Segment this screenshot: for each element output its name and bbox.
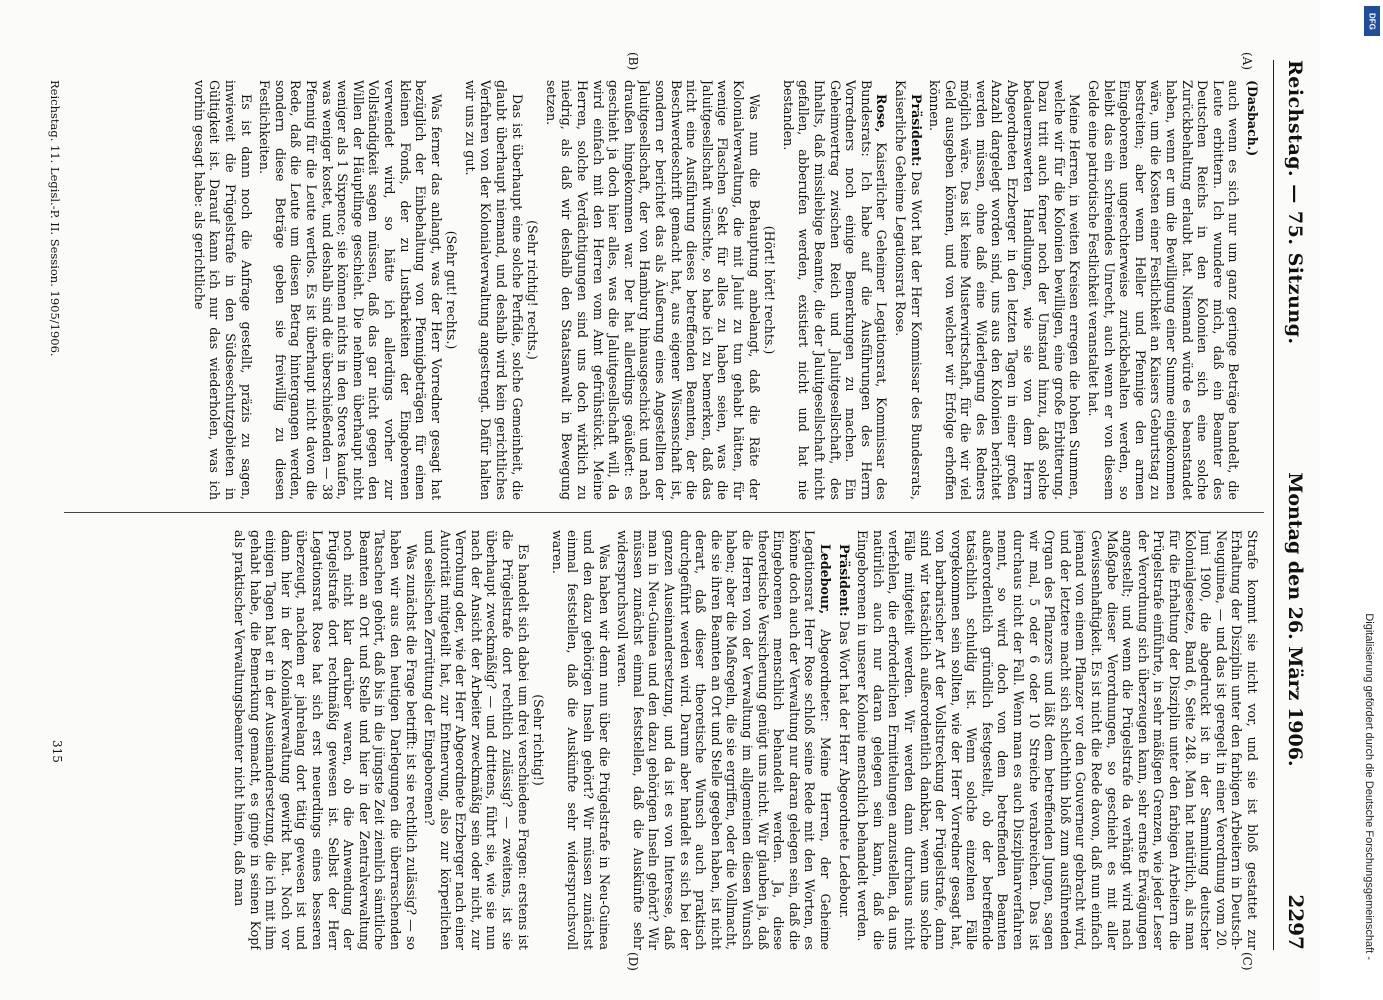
paragraph: Was nun die Behauptung anbelangt, daß die Räte der Kolonialverwaltung, die mit Jaluit zu tun gehabt hätten, für wenige Flaschen Sekt für alles zu haben seien, was die Jaluitgesellschaft wünschte, so habe ich zu bemerken, daß das nicht eine Ausführung dieses betreffenden Beamten, der die Beschwerdeschrift gemacht hat, aus eigener Wissenschaft ist, sondern er berichtet das als Äußerung eines Angestellten der Jaluitgesellschaft, der von Hamburg hinausgeschickt und nach draußen hingekommen war. Der hat allerdings geäußert: es geschieht ja doch hier alles, was die Jaluitgesellschaft will, da wird einfach mit den Herren vom Amt gefrühstückt. Meine Herren, solche Verdächtigungen sind uns doch wirklich zu niedrig, als daß wir deshalb den Staatsanwalt in Bewegung setzen. bbox=[543, 80, 762, 500]
left-column bbox=[70, 80, 1260, 500]
speaker-label: Ledebour, bbox=[817, 544, 833, 615]
right-column bbox=[70, 530, 1260, 950]
digitization-credit bbox=[1352, 20, 1382, 980]
speaker-label: (Dasbach.) bbox=[1245, 80, 1260, 157]
paragraph bbox=[1244, 80, 1260, 500]
paragraph: Meine Herren, in weiten Kreisen erregen die hohen Summen, welche wir für die Kolonien bewilligen, eine große Erbitterung. Dazu tritt auch ferner noch der Umstand hinzu, daß solche bedauernswerten Handlungen, wie sie von dem Herrn Abgeordneten Erzberger in den letzten Tagen in einer großen Anzahl dargelegt worden sind, uns aus den Kolonien berichtet werden müssen, ohne daß eine Widerlegung des Redners möglich wäre. Das ist keine Musterwirtschaft, für die wir viel Geld ausgeben können, und von welcher wir Erfolge erhoffen können. bbox=[927, 80, 1083, 500]
header-session: Reichstag. — 75. Sitzung. bbox=[1284, 60, 1306, 345]
dfg-logo: DFG bbox=[1364, 6, 1380, 36]
reaction: (Sehr richtig! rechts.) bbox=[525, 220, 541, 360]
paragraph: Was zunächst die Frage betrifft: ist sie rechtlich zulässig? — so haben wir aus den heutigen Darlegungen die überraschenden Tatsachen gehört, daß bis in die jüngste Zeit ziemlich sämtliche Beamten an Ort und Stelle und hier in der Zentralverwaltung noch nicht klar darüber waren, ob die Anwendung der Prügelstrafe dort rechtmäßig gewesen ist. Selbst der Herr Legationsrat Rose hat sich erst neuerdings eines besseren überzeugt, nachdem er jahrelang dort tätig gewesen ist und dann hier in der Kolonialverwaltung gewirkt hat. Noch vor einigen Tagen hat er in der Auseinandersetzung, die ich mit ihm gehabt habe, die Bemerkung gemacht, es ginge in seinen Kopf als praktischer Verwaltungsbeamter nicht hinein, daß man bbox=[232, 530, 419, 950]
footer-legislature: Reichstag. 11. Legisl.-P. II. Session. 1905/1906. bbox=[48, 80, 62, 357]
margin-mark-a: (A) bbox=[1240, 52, 1254, 71]
footer-sheet-number: 315 bbox=[50, 740, 64, 763]
page-header bbox=[1273, 60, 1308, 950]
reaction: (Hört! hört! rechts.) bbox=[762, 225, 778, 355]
speaker-label: Rose, bbox=[874, 94, 890, 133]
speaker-label: Präsident: bbox=[836, 544, 852, 617]
reaction: (Sehr gut! rechts.) bbox=[444, 230, 460, 350]
paragraph: Das ist überhaupt eine solche Perfidie, solche Gemeinheit, die glaubt überhaupt niemand, und deshalb wird kein gerichtliches Verfahren von der Kolonialverwaltung angestrengt. Dafür halten wir uns zu gut. bbox=[462, 80, 525, 500]
paragraph: Es ist dann noch die Anfrage gestellt, präzis zu sagen, inwieweit die Prügelstrafe in den Südseeschutzgebieten in Gültigkeit ist. Darauf kann ich nur das wiederholen, was ich vorhin gesagt habe: als gerichtliche bbox=[191, 80, 254, 500]
column-divider bbox=[64, 512, 1264, 513]
header-date: Montag den 26. März 1906. bbox=[1284, 472, 1306, 767]
speech-text: Kaiserlicher Geheimer Legationsrat, Kommissar des Bundesrats: Ich habe auf die Ausführungen des Herrn Vorredners noch einige Bemerkungen zu machen. Ein Geheimvertrag zwischen Reich und Jaluitgesellschaft, des Inhalts, daß missliebige Beamte, die der Jaluitgesellschaft nicht gefallen, abberufen werden, existiert nicht und hat nie bestanden. bbox=[780, 80, 890, 500]
header-page-number: 2297 bbox=[1284, 894, 1308, 950]
speech-text: Abgeordneter: Meine Herren, der Geheime Legationsrat Herr Rose schloß seine Rede mit den Worten, es könne doch auch der Verwaltung nur daran gelegen sein, daß die Eingeborenen menschlich behandelt werden. Ja, diese theoretische Versicherung genügt uns nicht. Wir glauben ja, daß die Herren von der Verwaltung im allgemeinen diesen Wunsch haben; aber die Maßregeln, die sie ergriffen, oder die Vollmacht, die sie ihren Beamten an Ort und Stelle gegeben haben, ist nicht derart, daß dieser theoretische Wunsch auch praktisch durchgeführt werden wird. Darum aber handelt es sich bei der ganzen Auseinandersetzung, und da ist es von Interesse, daß man in Neu-Guinea und den dazu gehörigen Inseln gehört? Wir müssen zunächst einmal feststellen, daß die Auskünfte sehr widerspruchsvoll waren. bbox=[615, 530, 833, 950]
margin-mark-c: (C) bbox=[1240, 952, 1254, 971]
page-footer bbox=[48, 80, 62, 500]
speech-text: Das Wort hat der Herr Kommissar des Bundesrats, Kaiserliche Geheime Legationsrat Rose. bbox=[892, 80, 924, 500]
margin-mark-d: (D) bbox=[626, 952, 640, 971]
paragraph: auch wenn es sich nur um ganz geringe Beträge handelt, die Leute erbittern. Ich wundere mich, daß ein Beamter des Deutschen Reichs in den Kolonien sich eine solche Zurückbehaltung erlaubt hat. Niemand würde es beanstandet haben, wenn er um die Bewilligung einer Summe eingekommen wäre, um die Kosten einer Festlichkeit an Kaisers Geburtstag zu bestreiten; aber wenn Heller und Pfennige den armen Eingeborenen ungerechterweise zurückbehalten werden, so bleibt das ein schreiendes Unrecht, auch wenn er von diesem Gelde eine patriotische Festlichkeit veranstaltet hat. bbox=[1086, 80, 1242, 500]
paragraph: Es handelt sich dabei um drei verschiedene Fragen: erstens ist die Prügelstrafe dort rechtlich zulässig? — zweitens, ist sie überhaupt zweckmäßig? — und drittens, führt sie, wie sie nun nach der Ansicht der Arbeiter zweckmäßig sein oder nicht, zur Verrohung oder, wie der Herr Abgeordnete Erzberger nach einer Autorität mitgeteilt hat, zur Entnervung, also zur körperlichen und seelischen Zerrüttung der Eingeborenen? bbox=[422, 530, 531, 950]
paragraph bbox=[780, 80, 889, 500]
paragraph bbox=[892, 80, 923, 500]
paragraph: Strafe kommt sie nicht vor, und sie ist bloß gestattet zur Erhaltung der Disziplin unter den farbigen Arbeitern in Deutsch-Neuguinea, — und das ist geregelt in einer Verordnung vom 20. Juni 1900, die abgedruckt ist in der Sammlung deutscher Kolonialgesetze, Band 6, Seite 248. Man hat natürlich, als man für die Erhaltung der Disziplin unter den farbigen Arbeitern die Prügelstrafe einführte, in sehr mäßigen Grenzen, wie jeder Leser der Verordnung sich überzeugen kann, sehr ernste Erwägungen angestellt; und wenn die Prügelstrafe da verhängt wird nach Maßgabe dieser Verordnungen, so geschieht es mit aller Gewissenhaftigkeit. Es ist nicht die Rede davon, daß nun einfach jemand von einem Pflanzer vor den Gouverneur gebracht wird, und der letztere macht sich schlechthin bloß zum ausführenden Organ des Pflanzers und läßt dem betreffenden Jungen, sagen wir mal, 5 oder 6 oder 10 Streiche verabreichen. Das ist durchaus nicht der Fall. Wenn man es auch Disziplinarverfahren nennt, so wird doch von dem betreffenden Beamten außerordentlich gründlich festgestellt, ob der betreffende tatsächlich schuldig ist. Wenn solche einzelnen Fälle vorgekommen sein sollten, wie der Herr Vorredner gesagt hat, von barbarischer Art der Vollstreckung der Prügelstrafe, dann sind wir tatsächlich außerordentlich dankbar, wenn uns solche Fälle mitgeteilt werden. Wir werden dann durchaus nicht verfehlen, die erforderlichen Ermittelungen anzustellen, da uns natürlich auch nur daran gelegen sein kann, daß die Eingeborenen in unserer Kolonie menschlich behandelt werden. bbox=[855, 530, 1260, 950]
paragraph bbox=[836, 530, 852, 950]
credit-text: Digitalisierung gefördert durch die Deutsche Forschungsgemeinschaft - bbox=[1363, 613, 1375, 960]
speaker-label: Präsident: bbox=[908, 94, 924, 167]
paragraph: Was ferner das anlangt, was der Herr Vorredner gesagt hat bezüglich der Einbehaltung von Pfennigbeträgen für einen kleinen Fonds, der zu Lustbarkeiten der Eingeborenen verwendet wird, so hätte ich allerdings vorher zur Vollständigkeit sagen müssen, daß das gar nicht gegen den Willen der Häuptlinge geschieht. Die nehmen überhaupt nicht weniger als 1 Sixpence; sie können nichts in den Stores kaufen, was weniger kostet, und deshalb sind die überschießenden — 38 Pfennig für die Leute wertlos. Es ist überhaupt nicht davon die Rede, daß die Leute um diesen Betrag hintergangen werden, sondern diese Beträge geben sie freiwillig zu diesen Festlichkeiten. bbox=[257, 80, 444, 500]
paragraph bbox=[615, 530, 833, 950]
reaction: (Sehr richtig!) bbox=[531, 694, 547, 786]
speech-text: Das Wort hat der Herr Abgeordnete Ledebour. bbox=[836, 620, 852, 919]
paragraph: Was haben wir denn nun über die Prügelstrafe in Neu-Guinea und den dazu gehörigen Inseln gehört? Wir müssen zunächst einmal feststellen, daß die Auskünfte sehr widerspruchsvoll waren. bbox=[549, 530, 612, 950]
margin-mark-b: (B) bbox=[626, 52, 640, 71]
